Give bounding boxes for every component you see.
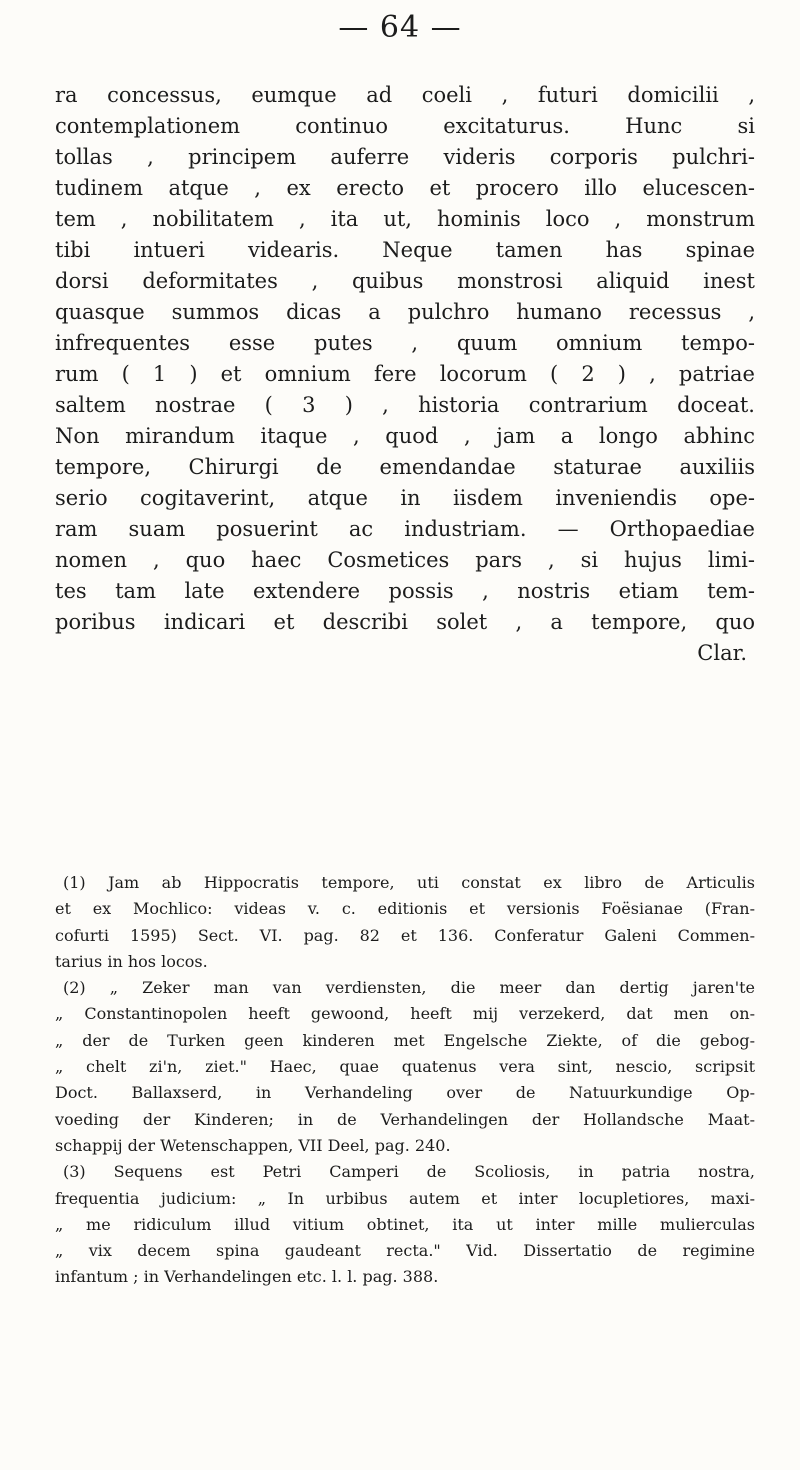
text-line: dorsi deformitates , quibus monstrosi aliquid inest	[55, 269, 755, 293]
footnote-line: (3) Sequens est Petri Camperi de Scoliosis, in patria nostra,	[63, 1162, 755, 1182]
footnote-line: infantum ; in Verhandelingen etc. l. l. pag. 388.	[55, 1267, 439, 1287]
footnote-line: (1) Jam ab Hippocratis tempore, uti constat ex libro de Articulis	[63, 873, 755, 892]
text-line: serio cogitaverint, atque in iisdem inveniendis ope-	[55, 486, 755, 510]
text-line: tem , nobilitatem , ita ut, hominis loco , monstrum	[55, 207, 755, 231]
text-line: contemplationem continuo excitaturus. Hunc si	[55, 114, 755, 138]
text-line: tibi intueri videaris. Neque tamen has spinae	[55, 238, 755, 262]
text-line: ram suam posuerint ac industriam. — Orthopaediae	[55, 517, 755, 541]
text-line: ra concessus, eumque ad coeli , futuri domicilii ,	[55, 83, 755, 107]
footnote-line: voeding der Kinderen; in de Verhandelingen der Hollandsche Maat-	[55, 1109, 755, 1129]
text-line: poribus indicari et describi solet , a tempore, quo	[55, 610, 755, 634]
text-line: nomen , quo haec Cosmetices pars , si hujus limi-	[55, 548, 755, 572]
footnote-line: et ex Mochlico: videas v. c. editionis et versionis Foësianae (Fran-	[55, 899, 755, 919]
text-line: saltem nostrae ( 3 ) , historia contrarium doceat.	[55, 393, 755, 417]
footnote-line: tarius in hos locos.	[55, 951, 208, 971]
main-text	[55, 80, 755, 669]
text-line: infrequentes esse putes , quum omnium tempo-	[55, 331, 755, 355]
footnote-line: frequentia judicium: „ In urbibus autem et inter locupletiores, maxi-	[55, 1188, 755, 1208]
footnote-line: „ chelt zi'n, ziet." Haec, quae quatenus vera sint, nescio, scripsit	[55, 1057, 755, 1077]
catchword: Clar.	[697, 641, 747, 665]
text-line: tes tam late extendere possis , nostris etiam tem-	[55, 579, 755, 603]
footnote-line: schappij der Wetenschappen, VII Deel, pag. 240.	[55, 1135, 451, 1155]
text-line: rum ( 1 ) et omnium fere locorum ( 2 ) , patriae	[55, 362, 755, 386]
footnote-line: „ Constantinopolen heeft gewoond, heeft mij verzekerd, dat men on-	[55, 1004, 755, 1024]
page-number: — 64 —	[338, 10, 462, 45]
footnote-line: „ me ridiculum illud vitium obtinet, ita ut inter mille mulierculas	[55, 1214, 755, 1234]
footnote-line: cofurti 1595) Sect. VI. pag. 82 et 136. Conferatur Galeni Commen-	[55, 925, 755, 945]
text-line: quasque summos dicas a pulchro humano recessus ,	[55, 300, 755, 324]
text-line: Non mirandum itaque , quod , jam a longo abhinc	[55, 424, 755, 448]
footnote-line: (2) „ Zeker man van verdiensten, die meer dan dertig jaren'te	[63, 978, 755, 998]
footnote-line: Doct. Ballaxserd, in Verhandeling over de Natuurkundige Op-	[55, 1083, 755, 1103]
text-line: tollas , principem auferre videris corporis pulchri-	[55, 145, 755, 169]
text-line: tudinem atque , ex erecto et procero illo elucescen-	[55, 176, 755, 200]
footnote-line: „ der de Turken geen kinderen met Engelsche Ziekte, of die gebog-	[55, 1030, 755, 1050]
footnote-line: „ vix decem spina gaudeant recta." Vid. Dissertatio de regimine	[55, 1241, 755, 1261]
text-line: tempore, Chirurgi de emendandae staturae auxiliis	[55, 455, 755, 479]
footnotes	[55, 870, 755, 1291]
